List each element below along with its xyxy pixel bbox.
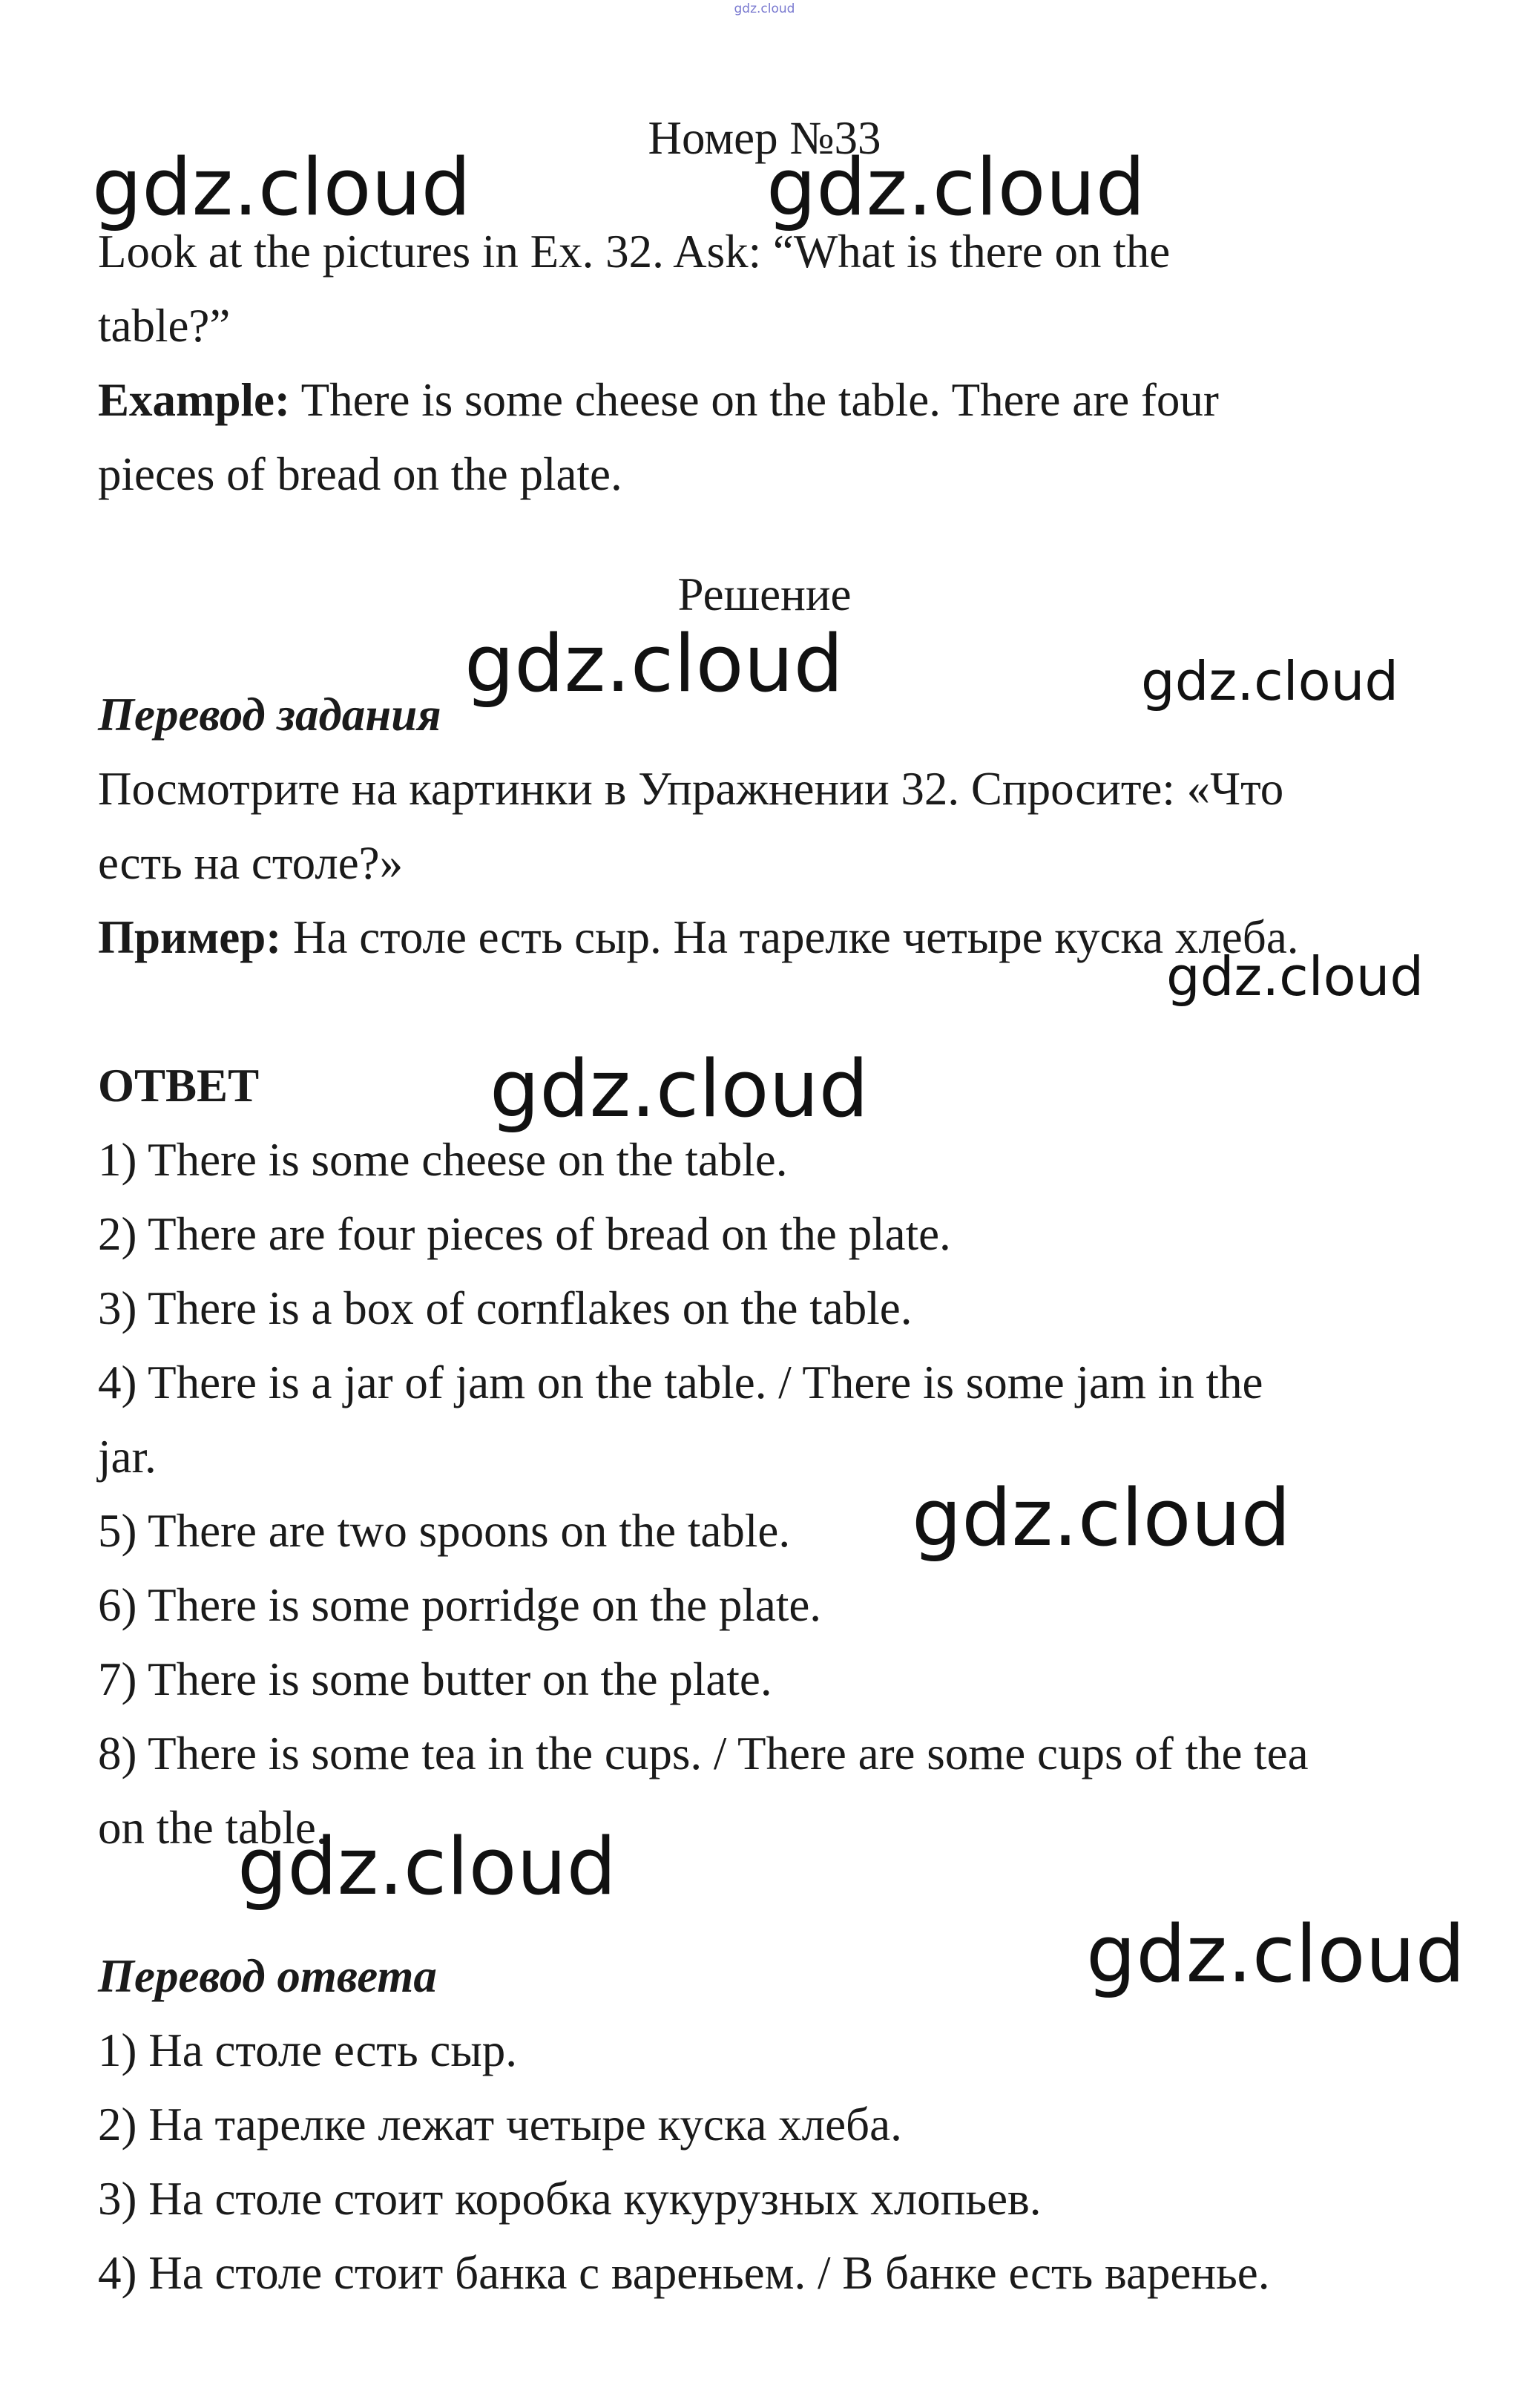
watermark: gdz.cloud — [1141, 650, 1399, 712]
watermark: gdz.cloud — [490, 1043, 869, 1135]
watermark: gdz.cloud — [912, 1472, 1291, 1564]
answer-line: jar. — [98, 1431, 157, 1483]
watermark: gdz.cloud — [237, 1821, 616, 1912]
task-example-label: Example: — [98, 374, 290, 426]
answer-line: 3) There is a box of cornflakes on the table. — [98, 1282, 913, 1334]
task-example-text: There is some cheese on the table. There are four — [289, 374, 1219, 426]
translation-example-text: На столе есть сыр. На тарелке четыре куска хлеба. — [281, 911, 1299, 963]
answer-translation-heading: Перевод ответа — [98, 1950, 437, 2002]
answer-translation-line: 1) На столе есть сыр. — [98, 2024, 517, 2076]
answer-line: 2) There are four pieces of bread on the plate. — [98, 1208, 951, 1260]
task-line-2: table?” — [98, 300, 231, 352]
watermark: gdz.cloud — [1166, 945, 1424, 1008]
answer-line: 7) There is some butter on the plate. — [98, 1653, 772, 1705]
solution-title: Решение — [677, 568, 852, 620]
answer-line: 5) There are two spoons on the table. — [98, 1505, 791, 1557]
watermark: gdz.cloud — [92, 142, 471, 233]
watermark: gdz.cloud — [464, 618, 844, 709]
translation-line-2: есть на столе?» — [98, 837, 404, 889]
answer-heading: ОТВЕТ — [98, 1060, 260, 1112]
task-example-line-2: pieces of bread on the plate. — [98, 448, 622, 500]
answer-translation-line: 4) На столе стоит банка с вареньем. / В банке есть варенье. — [98, 2247, 1270, 2299]
answer-translation-line: 2) На тарелке лежат четыре куска хлеба. — [98, 2099, 902, 2151]
task-example-line-1 — [98, 374, 1219, 426]
answer-translation-line: 3) На столе стоит коробка кукурузных хлопьев. — [98, 2173, 1042, 2225]
translation-line-1: Посмотрите на картинки в Упражнении 32. Спросите: «Что — [98, 763, 1284, 815]
answer-line: on the table. — [98, 1802, 328, 1854]
answer-line: 1) There is some cheese on the table. — [98, 1134, 788, 1186]
watermark: gdz.cloud — [766, 142, 1145, 233]
answer-line: 4) There is a jar of jam on the table. / There is some jam in the — [98, 1356, 1263, 1408]
watermark: gdz.cloud — [1086, 1909, 1465, 2000]
translation-example-line — [98, 911, 1299, 963]
task-line-1: Look at the pictures in Ex. 32. Ask: “What is there on the — [98, 226, 1171, 278]
answer-line: 6) There is some porridge on the plate. — [98, 1579, 822, 1631]
top-watermark: gdz.cloud — [734, 1, 795, 16]
translation-example-label: Пример: — [98, 911, 282, 963]
answer-line: 8) There is some tea in the cups. / There are some cups of the tea — [98, 1728, 1309, 1779]
page-title: Номер №33 — [648, 112, 881, 164]
translation-heading: Перевод задания — [98, 689, 441, 741]
